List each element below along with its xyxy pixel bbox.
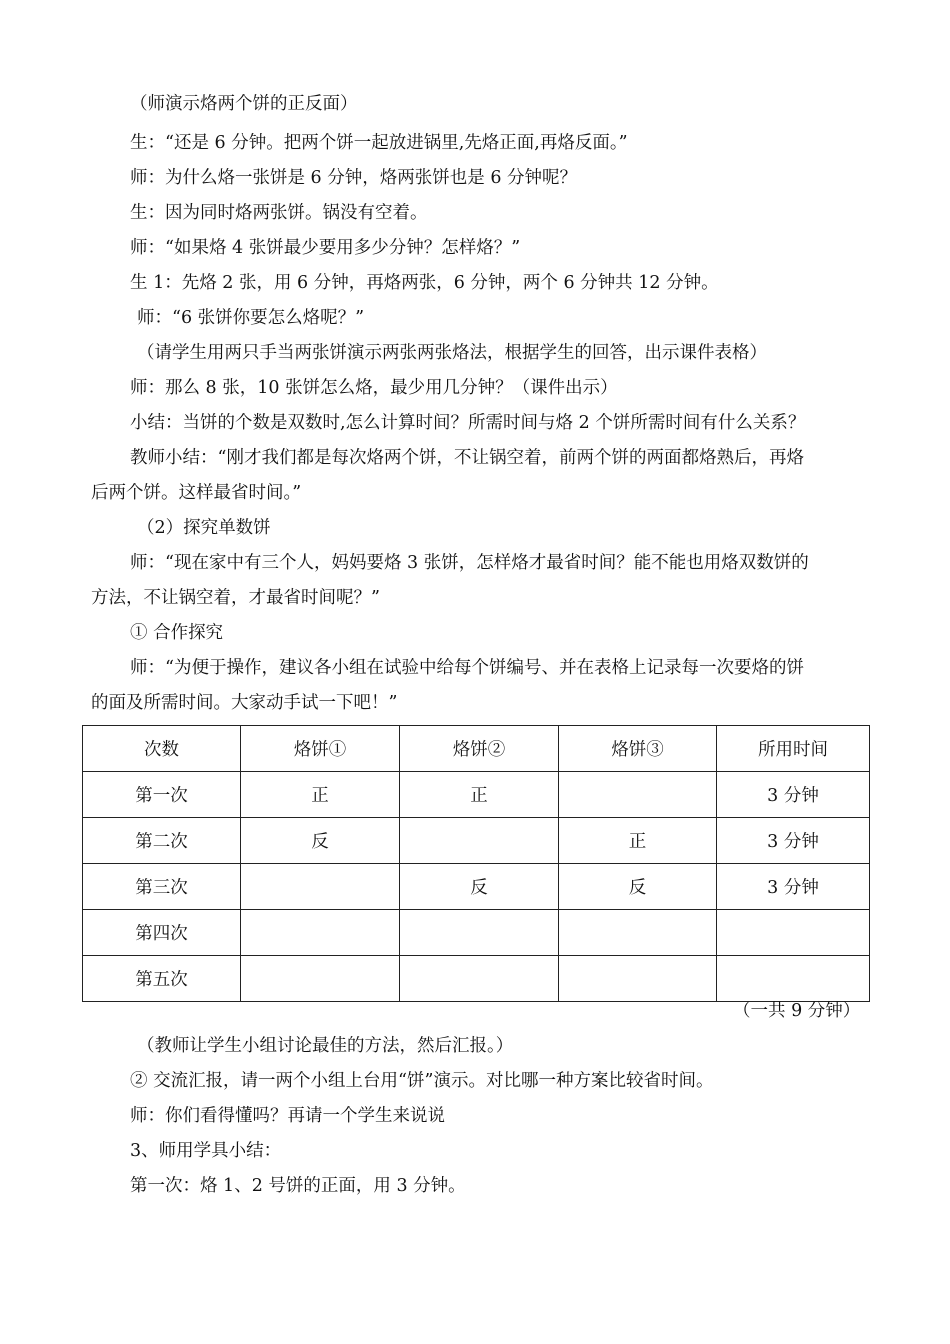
table-row bbox=[83, 956, 870, 1002]
paragraph: （师演示烙两个饼的正反面） bbox=[130, 94, 358, 114]
table-header: 烙饼② bbox=[400, 726, 559, 772]
table-cell bbox=[559, 910, 717, 956]
table-cell: 第一次 bbox=[83, 772, 241, 818]
table-cell bbox=[559, 956, 717, 1002]
table-header: 烙饼① bbox=[241, 726, 400, 772]
table-header: 所用时间 bbox=[717, 726, 870, 772]
table-cell bbox=[559, 772, 717, 818]
step-heading: ② 交流汇报，请一两个小组上台用“饼”演示。对比哪一种方案比较省时间。 bbox=[130, 1071, 714, 1091]
table-row bbox=[83, 818, 870, 864]
table-cell: 正 bbox=[241, 772, 400, 818]
table-cell bbox=[400, 910, 559, 956]
paragraph: 第一次：烙 1、2 号饼的正面，用 3 分钟。 bbox=[130, 1176, 466, 1196]
paragraph: 师：那么 8 张，10 张饼怎么烙，最少用几分钟？（课件出示） bbox=[130, 378, 618, 398]
table-cell bbox=[241, 864, 400, 910]
table-cell: 第五次 bbox=[83, 956, 241, 1002]
paragraph: 小结：当饼的个数是双数时,怎么计算时间？所需时间与烙 2 个饼所需时间有什么关系？ bbox=[130, 413, 806, 433]
paragraph: 生 1：先烙 2 张，用 6 分钟，再烙两张，6 分钟，两个 6 分钟共 12 分钟。 bbox=[130, 273, 719, 293]
table-cell bbox=[241, 956, 400, 1002]
table-header: 次数 bbox=[83, 726, 241, 772]
paragraph: 教师小结：“刚才我们都是每次烙两个饼，不让锅空着，前两个饼的两面都烙熟后，再烙 bbox=[130, 448, 804, 468]
total-time-note: （一共 9 分钟） bbox=[733, 1001, 861, 1021]
table-cell bbox=[400, 956, 559, 1002]
section-heading: （2）探究单数饼 bbox=[137, 518, 271, 538]
step-heading: ① 合作探究 bbox=[130, 623, 224, 643]
baking-table bbox=[82, 725, 870, 1002]
table-cell: 正 bbox=[400, 772, 559, 818]
paragraph: 生：“还是 6 分钟。把两个饼一起放进锅里,先烙正面,再烙反面。” bbox=[130, 133, 628, 153]
paragraph: 师：“为便于操作，建议各小组在试验中给每个饼编号、并在表格上记录每一次要烙的饼 bbox=[130, 658, 804, 678]
table-cell: 3 分钟 bbox=[717, 772, 870, 818]
paragraph: 师：你们看得懂吗？再请一个学生来说说 bbox=[130, 1106, 445, 1126]
table-row bbox=[83, 910, 870, 956]
table-header-row bbox=[83, 726, 870, 772]
paragraph: （请学生用两只手当两张饼演示两张两张烙法，根据学生的回答，出示课件表格） bbox=[137, 343, 767, 363]
table-row bbox=[83, 772, 870, 818]
paragraph: 师：“6 张饼你要怎么烙呢？” bbox=[137, 308, 365, 328]
paragraph: 师：为什么烙一张饼是 6 分钟，烙两张饼也是 6 分钟呢？ bbox=[130, 168, 578, 188]
table-cell: 正 bbox=[559, 818, 717, 864]
table-cell: 第三次 bbox=[83, 864, 241, 910]
table-cell bbox=[241, 910, 400, 956]
paragraph: 后两个饼。这样最省时间。” bbox=[91, 483, 302, 503]
table-row bbox=[83, 864, 870, 910]
paragraph: 师：“现在家中有三个人，妈妈要烙 3 张饼，怎样烙才最省时间？能不能也用烙双数饼的 bbox=[130, 553, 809, 573]
table-cell: 第四次 bbox=[83, 910, 241, 956]
paragraph: 生：因为同时烙两张饼。锅没有空着。 bbox=[130, 203, 428, 223]
table-cell bbox=[717, 956, 870, 1002]
paragraph: 的面及所需时间。大家动手试一下吧！” bbox=[91, 693, 398, 713]
table-cell: 反 bbox=[559, 864, 717, 910]
table-cell: 第二次 bbox=[83, 818, 241, 864]
paragraph: 方法，不让锅空着，才最省时间呢？” bbox=[91, 588, 380, 608]
table-cell: 3 分钟 bbox=[717, 864, 870, 910]
paragraph: （教师让学生小组讨论最佳的方法，然后汇报。） bbox=[137, 1036, 514, 1056]
table-cell: 反 bbox=[241, 818, 400, 864]
section-heading: 3、师用学具小结： bbox=[130, 1141, 282, 1161]
table-cell: 3 分钟 bbox=[717, 818, 870, 864]
table-cell bbox=[717, 910, 870, 956]
table-cell bbox=[400, 818, 559, 864]
table-header: 烙饼③ bbox=[559, 726, 717, 772]
table-cell: 反 bbox=[400, 864, 559, 910]
paragraph: 师：“如果烙 4 张饼最少要用多少分钟？怎样烙？” bbox=[130, 238, 521, 258]
